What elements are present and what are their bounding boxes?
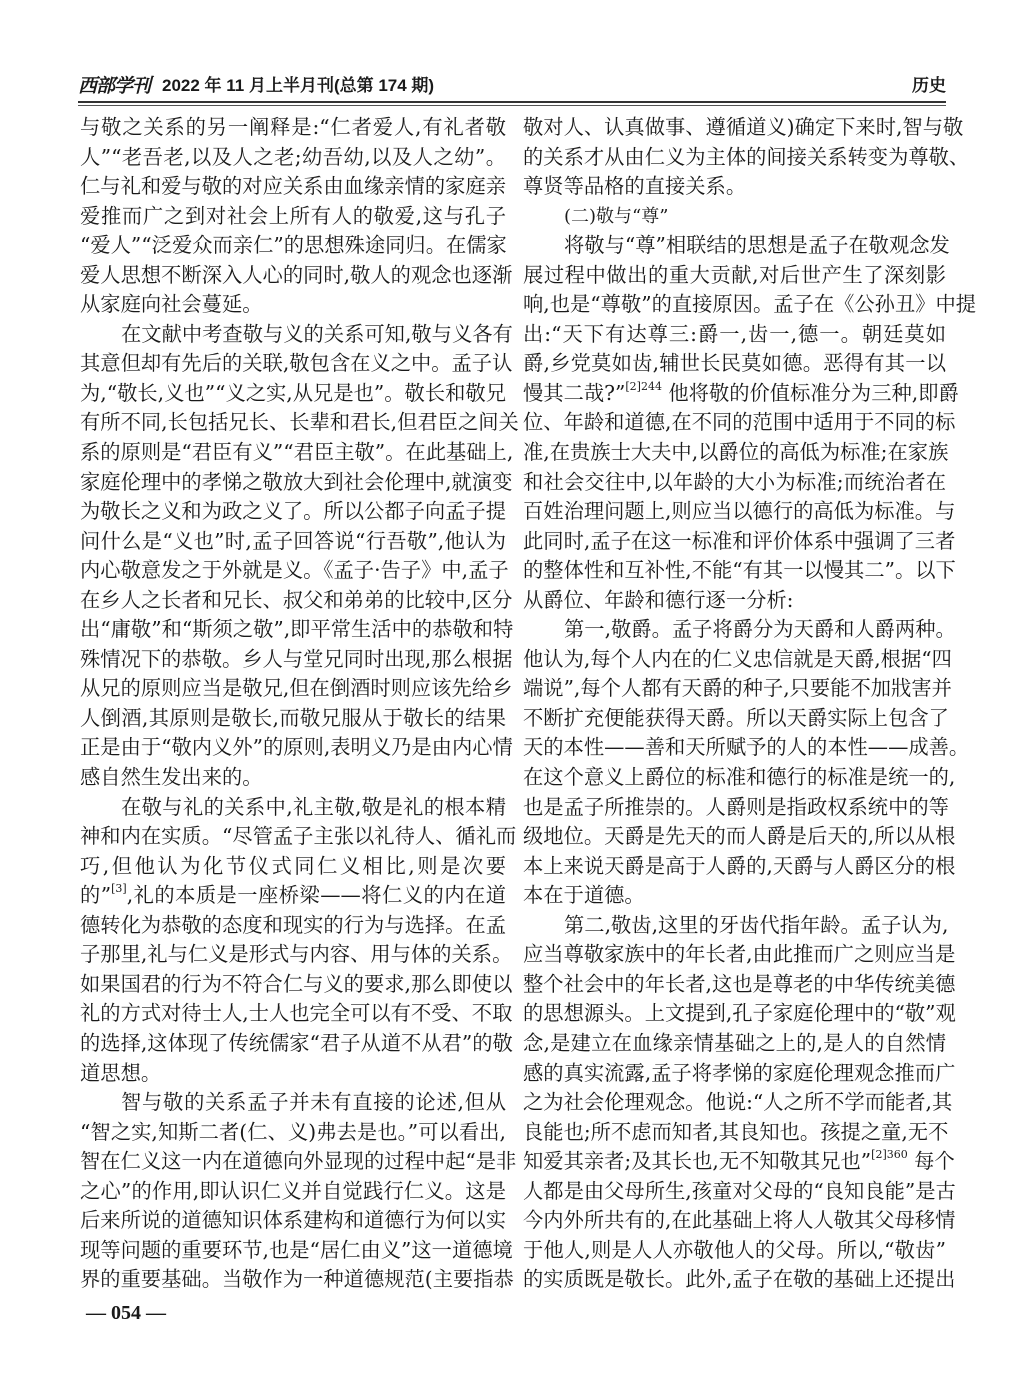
text-line: 为敬长之义和为政之义了。所以公都子向孟子提 xyxy=(80,499,506,524)
right-column xyxy=(523,113,977,1295)
text-line: 感的真实流露,孟子将孝悌的家庭伦理观念推而广 xyxy=(523,1060,956,1085)
paragraph xyxy=(523,911,956,1295)
text-line: 准,在贵族士大夫中,以爵位的高低为标准;在家族 xyxy=(523,440,949,465)
text-line: 的选择,这体现了传统儒家“君子从道不从君”的敬 xyxy=(80,1030,513,1055)
section-title: 历史 xyxy=(912,76,946,95)
text-line: 百姓治理问题上,则应当以德行的高低为标准。与 xyxy=(523,499,956,524)
text-line: 现等问题的重要环节,也是“居仁由义”这一道德境 xyxy=(80,1237,513,1262)
header-rule-thin xyxy=(78,105,946,106)
text-line: 他认为,每个人内在的仁义忠信就是天爵,根据“四 xyxy=(523,646,952,671)
text-line: 人倒酒,其原则是敬长,而敬兄服从于敬长的结果 xyxy=(80,705,506,730)
text-line: “爱人”“泛爱众而亲仁”的思想殊途同归。在儒家 xyxy=(80,233,507,258)
journal-logo: 西部学刊 xyxy=(78,75,151,97)
paragraph xyxy=(80,113,513,320)
text-line: 念,是建立在血缘亲情基础之上的,是人的自然情 xyxy=(523,1030,946,1055)
text-line: 正是由于“敬内义外”的原则,表明义乃是由内心情 xyxy=(80,735,513,760)
text-line: 在敬与礼的关系中,礼主敬,敬是礼的根本精 xyxy=(121,794,506,819)
text-line: 位、年龄和道德,在不同的范围中适用于不同的标 xyxy=(523,410,956,435)
text-line: 的实质既是敬长。此外,孟子在敬的基础上还提出 xyxy=(523,1267,956,1292)
citation-ref: [2]244 xyxy=(625,379,662,393)
text-line: 和社会交往中,以年龄的大小为标准;而统治者在 xyxy=(523,469,946,494)
text-line: 的整体性和互补性,不能“有其一以慢其二”。以下 xyxy=(523,558,956,583)
text-line: 此同时,孟子在这一标准和评价体系中强调了三者 xyxy=(523,528,956,553)
text-segment: ,礼的本质是一座桥梁——将仁义的内在道 xyxy=(126,883,506,908)
text-line: 从家庭向社会蔓延。 xyxy=(80,292,263,317)
text-line: 爵,乡党莫如齿,辅世长民莫如德。恶得有其一以 xyxy=(523,351,946,376)
text-line: 巧,但他认为化节仪式同仁义相比,则是次要 xyxy=(80,853,506,878)
text-line: 级地位。天爵是先天的而人爵是后天的,所以从根 xyxy=(523,824,956,849)
text-line: 礼的方式对待士人,士人也完全可以有不受、不取 xyxy=(80,1001,513,1026)
text-line: 后来所说的道德知识体系建构和道德行为何以实 xyxy=(80,1208,506,1233)
text-line: “智之实,知斯二者(仁、义)弗去是也。”可以看出, xyxy=(80,1119,506,1144)
text-segment: 慢其二哉?” xyxy=(523,380,626,405)
text-line: 殊情况下的恭敬。乡人与堂兄同时出现,那么根据 xyxy=(80,646,513,671)
text-line: 的思想源头。上文提到,孔子家庭伦理中的“敬”观 xyxy=(523,1001,956,1026)
text-line: 不断扩充便能获得天爵。所以天爵实际上包含了 xyxy=(523,705,949,730)
text-line: 如果国君的行为不符合仁与义的要求,那么即使以 xyxy=(80,971,513,996)
text-line: 有所不同,长包括兄长、长辈和君长,但君臣之间关 xyxy=(80,410,519,435)
paragraph xyxy=(523,231,977,615)
text-line: 内心敬意发之于外就是义。《孟子·告子》中,孟子 xyxy=(80,558,509,583)
text-line: 之为社会伦理观念。他说:“人之所不学而能者,其 xyxy=(523,1090,953,1115)
paragraph xyxy=(523,202,946,232)
text-line: 今内外所共有的,在此基础上将人人敬其父母移情 xyxy=(523,1208,956,1233)
text-line: 将敬与“尊”相联结的思想是孟子在敬观念发 xyxy=(564,233,950,258)
text-line: 的关系才从由仁义为主体的间接关系转变为尊敬、 xyxy=(523,144,970,169)
text-line: 在这个意义上爵位的标准和德行的标准是统一的, xyxy=(523,765,956,790)
text-segment: 的” xyxy=(80,883,112,908)
text-line: 也是孟子所推崇的。人爵则是指政权系统中的等 xyxy=(523,794,949,819)
text-line: 在乡人之长者和兄长、叔父和弟弟的比较中,区分 xyxy=(80,587,513,612)
text-line: 神和内在实质。“尽管孟子主张以礼待人、循礼而 xyxy=(80,824,517,849)
text-line: 与敬之关系的另一阐释是:“仁者爱人,有礼者敬 xyxy=(80,115,506,139)
text-line: 子那里,礼与仁义是形式与内容、用与体的关系。 xyxy=(80,942,513,967)
text-line: 天的本性——善和天所赋予的人的本性——成善。 xyxy=(523,735,970,760)
text-line: 于他人,则是人人亦敬他人的父母。所以,“敬齿” xyxy=(523,1237,946,1262)
text-line: 本在于道德。 xyxy=(523,883,645,908)
text-line: 整个社会中的年长者,这也是尊老的中华传统美德 xyxy=(523,971,956,996)
text-line: 之心”的作用,即认识仁义并自觉践行仁义。这是 xyxy=(80,1178,506,1203)
text-line: 其意但却有先后的关联,敬包含在义之中。孟子认 xyxy=(80,351,513,376)
text-line: 出“庸敬”和“斯须之敬”,即平常生活中的恭敬和特 xyxy=(80,617,514,642)
text-segment: 他将敬的价值标准分为三种,即爵 xyxy=(661,380,959,405)
paragraph xyxy=(80,320,519,793)
text-line: 从爵位、年龄和德行逐一分析: xyxy=(523,587,794,612)
text-line: 道思想。 xyxy=(80,1060,162,1085)
text-line: 展过程中做出的重大贡献,对后世产生了深刻影 xyxy=(523,262,946,287)
text-line: 爱推而广之到对社会上所有人的敬爱,这与孔子 xyxy=(80,203,506,228)
paragraph xyxy=(80,793,517,1088)
text-line xyxy=(523,379,959,409)
citation-ref: [3] xyxy=(111,882,127,896)
text-line: 第二,敬齿,这里的牙齿代指年龄。孟子认为, xyxy=(564,912,949,937)
text-line: 端说”,每个人都有天爵的种子,只要能不加戕害并 xyxy=(523,676,952,701)
text-line xyxy=(80,881,506,911)
citation-ref: [2]360 xyxy=(871,1148,908,1162)
text-line: 出:“天下有达尊三:爵一,齿一,德一。朝廷莫如 xyxy=(523,321,946,346)
left-column xyxy=(80,113,519,1295)
text-line: 尊贤等品格的直接关系。 xyxy=(523,174,747,199)
page-header xyxy=(78,74,946,100)
text-line: 家庭伦理中的孝悌之敬放大到社会伦理中,就演变 xyxy=(80,469,513,494)
text-line: 仁与礼和爱与敬的对应关系由血缘亲情的家庭亲 xyxy=(80,174,506,199)
text-line: 德转化为恭敬的态度和现实的行为与选择。在孟 xyxy=(80,912,506,937)
paragraph xyxy=(523,615,970,910)
text-line: 为,“敬长,义也”“义之实,从兄是也”。敬长和敬兄 xyxy=(80,380,506,405)
text-line: 界的重要基础。当敬作为一种道德规范(主要指恭 xyxy=(80,1267,514,1292)
text-line: 响,也是“尊敬”的直接原因。孟子在《公孙丑》中提 xyxy=(523,292,977,317)
text-line: 本上来说天爵是高于人爵的,天爵与人爵区分的根 xyxy=(523,853,956,878)
text-line: 智在仁义这一内在道德向外显现的过程中起“是非 xyxy=(80,1149,517,1174)
text-line: 在文献中考查敬与义的关系可知,敬与义各有 xyxy=(121,321,513,346)
text-segment: 每个 xyxy=(907,1149,955,1174)
section-heading: (二)敬与“尊” xyxy=(564,205,669,227)
text-line: 系的原则是“君臣有义”“君臣主敬”。在此基础上, xyxy=(80,440,514,465)
text-line: 感自然生发出来的。 xyxy=(80,765,263,790)
header-rule xyxy=(78,101,946,103)
text-line: 爱人思想不断深入人心的同时,敬人的观念也逐渐 xyxy=(80,262,513,287)
issue-info: 2022 年 11 月上半月刊(总第 174 期) xyxy=(162,76,435,95)
paragraph xyxy=(80,1088,517,1295)
text-line: 人”“老吾老,以及人之老;幼吾幼,以及人之幼”。 xyxy=(80,144,506,169)
text-line: 良能也;所不虑而知者,其良知也。孩提之童,无不 xyxy=(523,1119,949,1144)
page-number: — 054 — xyxy=(86,1302,166,1324)
text-line: 敬对人、认真做事、遵循道义)确定下来时,智与敬 xyxy=(523,115,964,139)
text-line xyxy=(523,1147,955,1177)
text-segment: 知爱其亲者;及其长也,无不知敬其兄也” xyxy=(523,1149,872,1174)
text-line: 第一,敬爵。孟子将爵分为天爵和人爵两种。 xyxy=(564,617,956,642)
text-line: 从兄的原则应当是敬兄,但在倒酒时则应该先给乡 xyxy=(80,676,513,701)
text-line: 问什么是“义也”时,孟子回答说“行吾敬”,他认为 xyxy=(80,528,506,553)
text-line: 应当尊敬家族中的年长者,由此推而广之则应当是 xyxy=(523,942,956,967)
text-line: 人都是由父母所生,孩童对父母的“良知良能”是古 xyxy=(523,1178,956,1203)
paragraph xyxy=(523,113,970,202)
text-line: 智与敬的关系孟子并未有直接的论述,但从 xyxy=(121,1090,506,1115)
